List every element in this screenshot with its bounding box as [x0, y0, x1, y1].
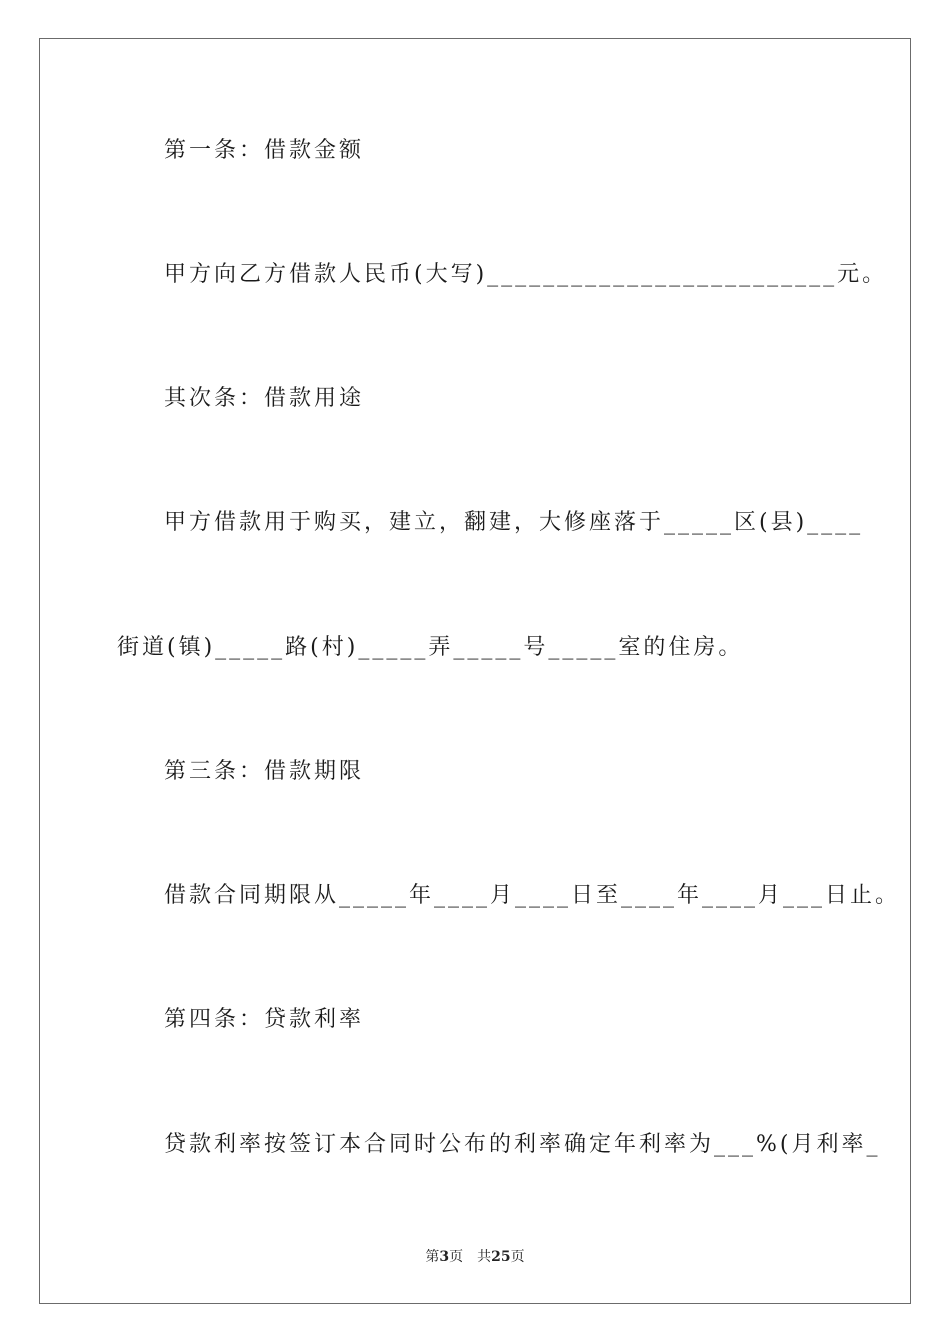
total-pages: 25	[491, 1249, 511, 1265]
clause-2-text-line-1: 甲方借款用于购买，建立，翻建，大修座落于_____区(县)____	[164, 510, 864, 535]
page-border	[39, 38, 911, 1304]
clause-3-heading: 第三条：借款期限	[164, 759, 365, 784]
page-number: 3	[439, 1249, 450, 1265]
page-prefix: 第	[425, 1249, 440, 1265]
total-prefix: 共	[477, 1249, 492, 1265]
page-suffix: 页	[449, 1249, 464, 1265]
clause-1-heading: 第一条：借款金额	[164, 138, 365, 163]
clause-3-text: 借款合同期限从_____年____月____日至____年____月___日止。	[164, 883, 901, 908]
clause-2-text-line-2: 街道(镇)_____路(村)_____弄_____号_____室的住房。	[117, 635, 744, 660]
clause-4-heading: 第四条：贷款利率	[164, 1007, 365, 1032]
clause-1-text: 甲方向乙方借款人民币(大写)_________________________元。	[164, 262, 888, 287]
total-suffix: 页	[510, 1249, 525, 1265]
page-footer	[0, 1246, 950, 1266]
clause-2-heading: 其次条：借款用途	[164, 386, 365, 411]
clause-4-text: 贷款利率按签订本合同时公布的利率确定年利率为___%(月利率_	[164, 1132, 881, 1157]
